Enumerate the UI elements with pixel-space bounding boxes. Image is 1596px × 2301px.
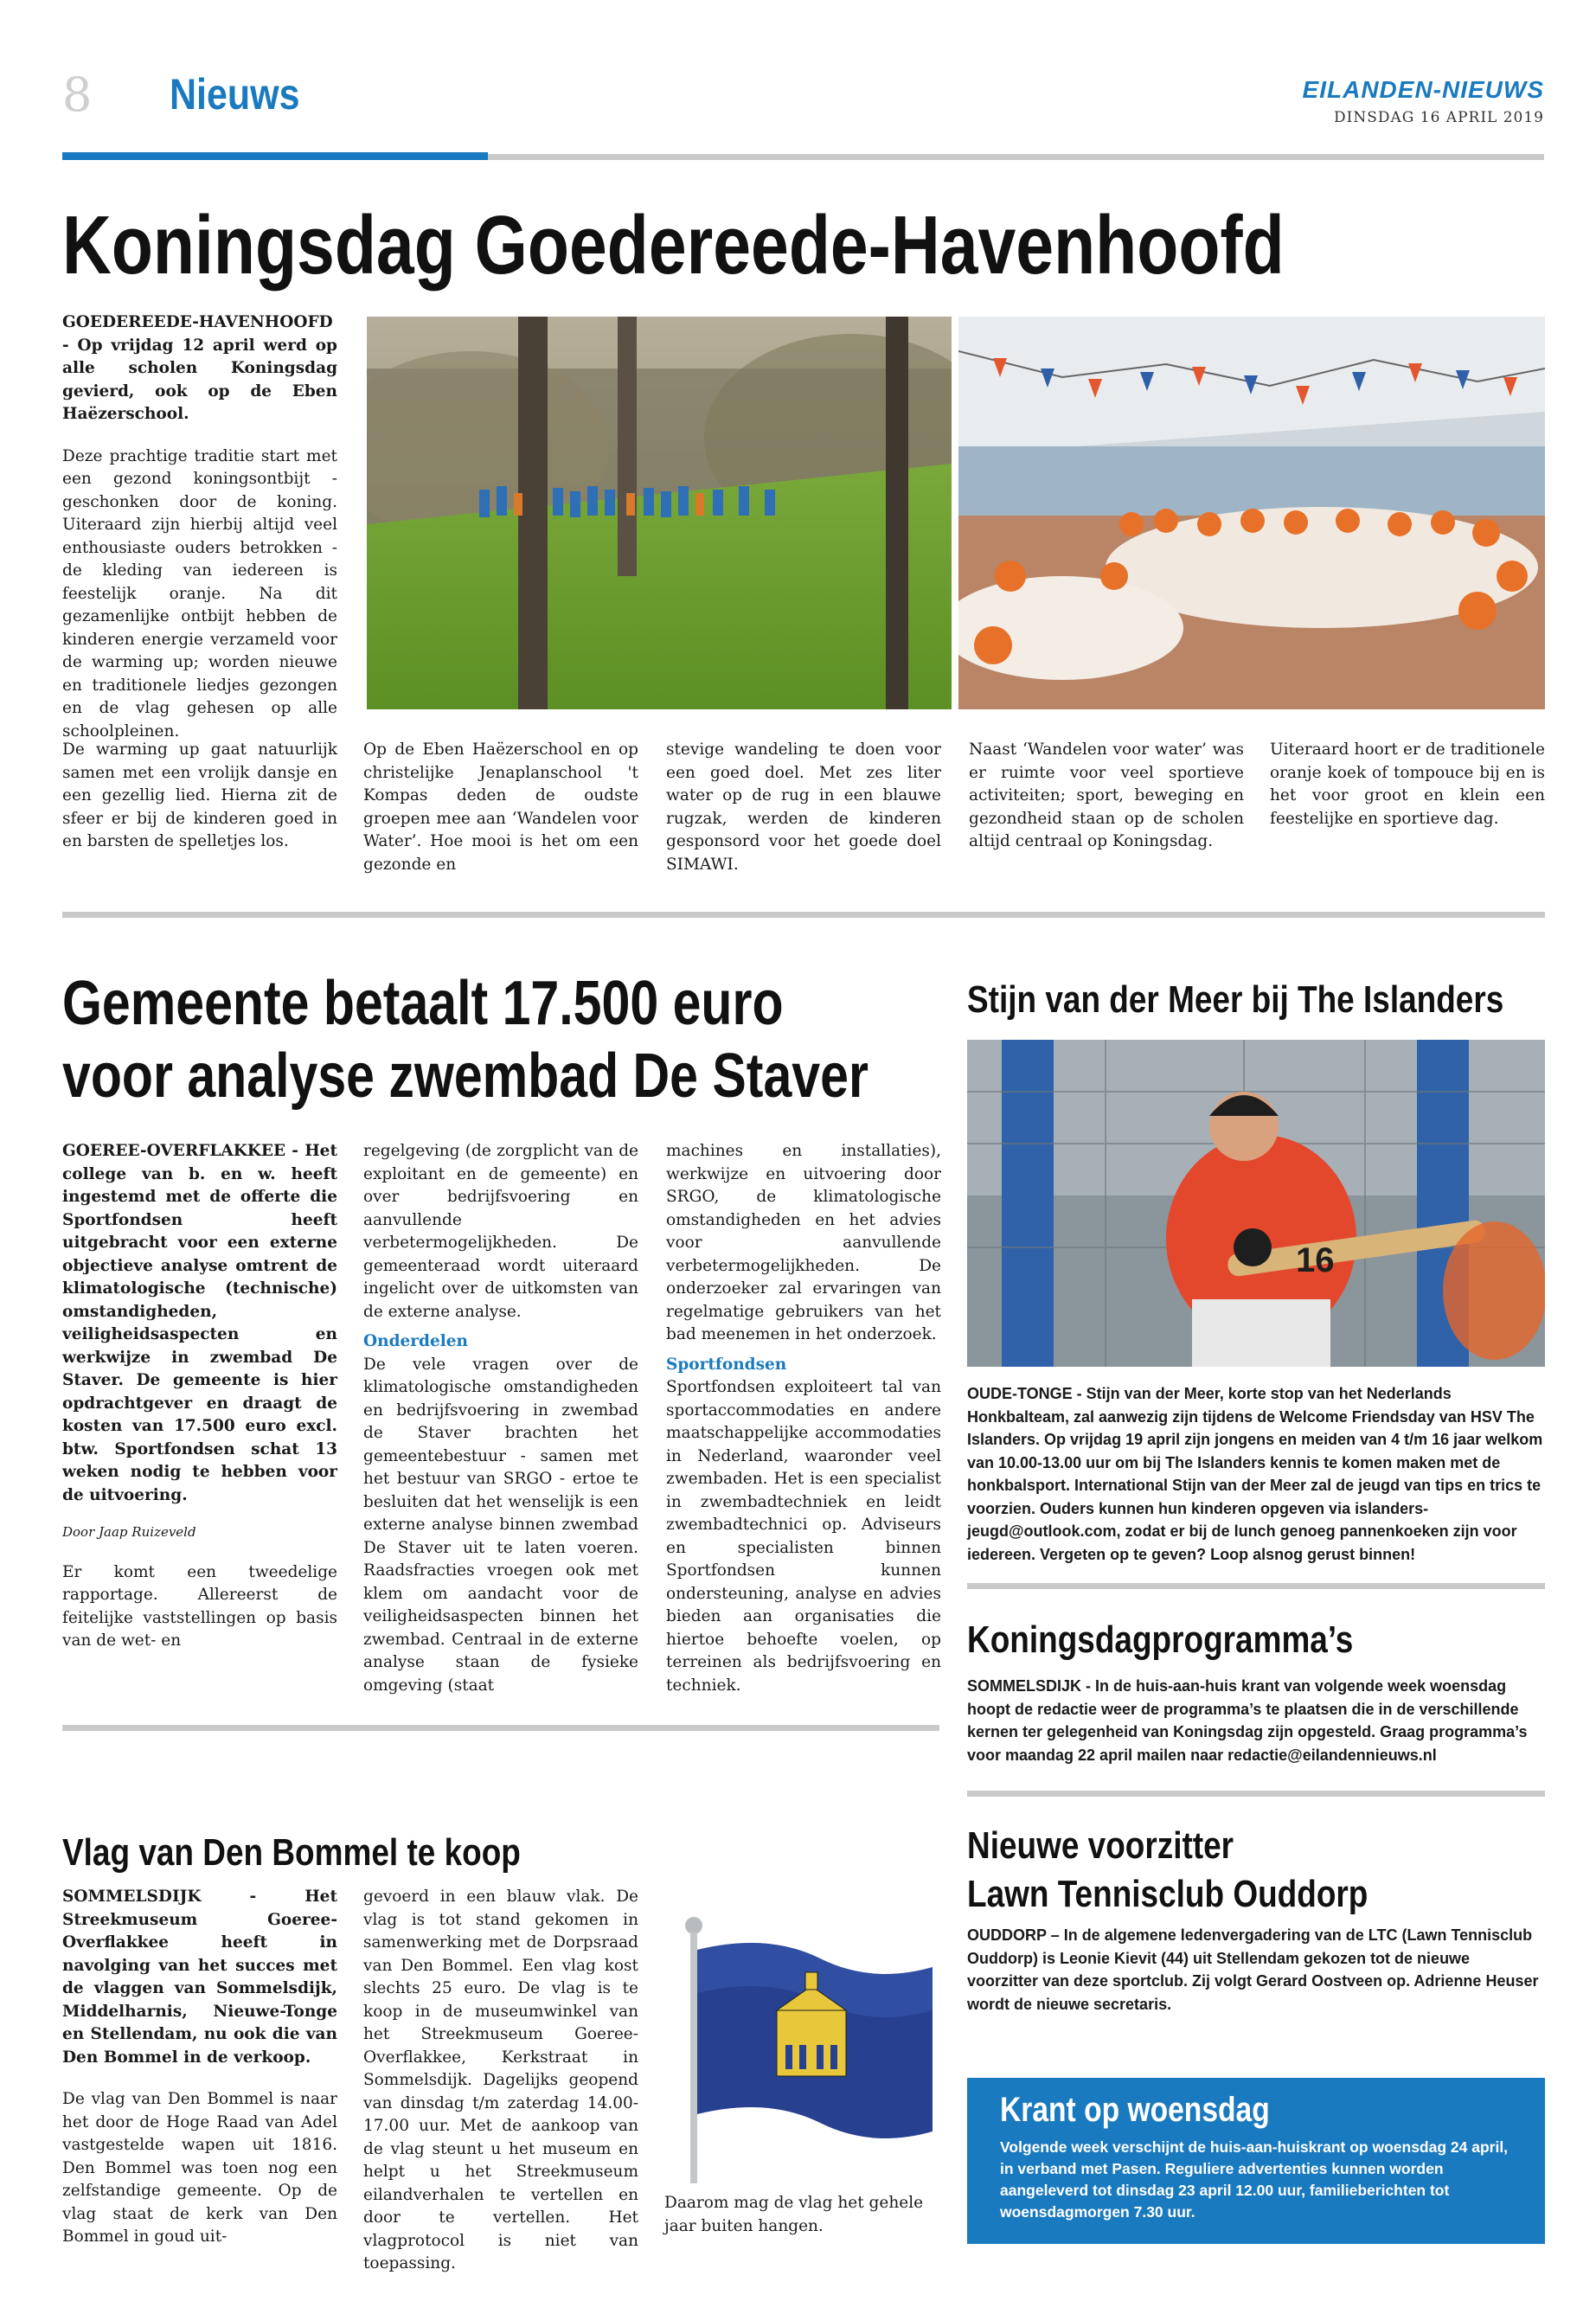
masthead-logo: EILANDEN-NIEUWS: [1302, 76, 1544, 103]
vlag-paragraph: De vlag van Den Bommel is naar het door de Hoge Raad van Adel vastgestelde wapen uit 1816. Den Bommel was toen nog een zelfstandige gemeente. Op de vlag staat de kerk van Den Bommel in goud uit-: [62, 2090, 337, 2246]
zwembad-headline-line-2: voor analyse zwembad De Staver: [62, 1042, 869, 1111]
tennis-headline-line-2: Lawn Tennisclub Ouddorp: [967, 1873, 1368, 1915]
notice-box: [967, 2078, 1545, 2244]
notice-title: Krant op woensdag: [1000, 2091, 1270, 2129]
photo-baseball-player: [967, 1040, 1545, 1367]
zwembad-headline-line-1: Gemeente betaalt 17.500 euro: [62, 969, 784, 1038]
islanders-headline: Stijn van der Meer bij The Islanders: [967, 978, 1504, 1021]
zwembad-column-2: [363, 1140, 638, 1697]
zwembad-column-2-text: regelgeving (de zorgplicht van de exploitant en de gemeente) en over bedrijfsvoering en aanvullende verbetermogelijkheden. De gemeenteraad wordt uiteraard ingelicht over de uitkomsten van de externe analyse.: [363, 1142, 638, 1321]
issue-date: DINSDAG 16 APRIL 2019: [1334, 109, 1544, 126]
koningsdag-column-1: De warming up gaat natuurlijk samen met een vrolijk dansje en een gezellig lied. Hierna zit de sfeer er bij de kinderen goed in en barsten de spelletjes los.: [62, 740, 337, 850]
photo-koningsontbijt: [958, 317, 1545, 709]
photo-vlag-den-bommel: [664, 1915, 941, 2183]
zwembad-column-2-text-b: De vele vragen over de klimatologische omstandigheden en bedrijfsvoering in zwembad de Staver brachten het gemeentebestuur - samen met het bestuur van SRGO - ertoe te besluiten dat het wenselijk is een externe analyse binnen zwembad De Staver uit te laten voeren. Raadsfracties vroegen ook met klem om aandacht voor de veiligheidsaspecten binnen het zwembad. Centraal in de externe analyse staan de fysieke omgeving (staat: [363, 1355, 638, 1695]
zwembad-column-3: [666, 1140, 941, 1697]
vlag-column-2: gevoerd in een blauw vlak. De vlag is tot stand gekomen in samenwerking met de Dorpsraad van Den Bommel. Een vlag kost slechts 25 euro. De vlag is te koop in de museumwinkel van het Streekmuseum Goeree-Overflakkee, Kerkstraat in Sommelsdijk. Dagelijks geopend van dinsdag t/m zaterdag 14.00-17.00 uur. Met de aankoop van de vlag steunt u het museum en helpt u het Streekmuseum eilandverhalen te vertellen en door te vertellen. Het vlagprotocol is niet van toepassing.: [363, 1888, 638, 2272]
section-separator: [62, 1725, 939, 1731]
islanders-text: OUDE-TONGE - Stijn van der Meer, korte stop van het Nederlands Honkbalteam, zal aanwezig zijn tijdens de Welcome Friendsday van HSV The Islanders. Op vrijdag 19 april zijn jongens en meiden van 4 t/m 16 jaar welkom van 10.00-13.00 uur om bij The Islanders kennis te komen maken met de honkbalsport. International Stijn van der Meer zal de jeugd van tips en trics te voorzien. Ouders kunnen hun kinderen opgeven via islanders-jeugd@outlook.com, zodat er bij de lunch genoeg pannenkoeken zijn voor iedereen. Vergeten op te geven? Loop alsnog gerust binnen!: [967, 1385, 1543, 1563]
section-separator: [967, 1791, 1545, 1797]
header-rule: [488, 154, 1544, 160]
page-number: 8: [62, 67, 93, 122]
vlag-column-1: [62, 1886, 337, 2249]
zwembad-byline: Door Jaap Ruizeveld: [62, 1524, 196, 1540]
koningsdag-intro: [62, 311, 337, 762]
programma-text: SOMMELSDIJK - In de huis-aan-huis krant van volgende week woensdag hoopt de redactie weer de programma’s te plaatsen die in de verschillende kernen ter gelegenheid van Koningsdag zijn opgesteld. Graag programma’s voor maandag 22 april mailen naar redactie@eilandennieuws.nl: [967, 1677, 1528, 1764]
zwembad-column-3-text: machines en installaties), werkwijze en uitvoering door SRGO, de klimatologische omstandigheden en het advies voor aanvullende verbetermogelijkheden. De onderzoeker zal ervaringen van regelmatige gebruikers van het bad meenemen in het onderzoek.: [666, 1142, 941, 1343]
zwembad-subhead-sportfondsen: Sportfondsen: [666, 1355, 787, 1374]
zwembad-column-3-text-b: Sportfondsen exploiteert tal van sportaccommodaties en andere maatschappelijke accommodaties in Nederland, waaronder veel zwembaden. Het is een specialist in zwembadtechniek en leidt zwembadtechnici op. Adviseurs en specialisten binnen Sportfondsen kunnen ondersteuning, analyse en advies bieden aan organisaties die hiertoe behoefte voelen, op terreinen als bedrijfsvoering en techniek.: [666, 1378, 941, 1695]
programma-headline: Koningsdagprogramma’s: [967, 1618, 1354, 1661]
zwembad-lead: GOEREE-OVERFLAKKEE - Het college van b. en w. heeft ingestemd met de offerte die Sportfondsen heeft uitgebracht voor een externe objectieve analyse omtrent de klimatologische (technische) omstandigheden, veiligheidsaspecten en werkwijze in zwembad De Staver. De gemeente is hier opdrachtgever en draagt de kosten van 17.500 euro excl. btw. Sportfondsen schat 13 weken nodig te hebben voor de uitvoering.: [62, 1142, 337, 1504]
tennis-headline-line-1: Nieuwe voorzitter: [967, 1824, 1234, 1867]
notice-text: Volgende week verschijnt de huis-aan-huiskrant op woensdag 24 april, in verband met Pasen. Reguliere advertenties kunnen worden aangeleverd tot dinsdag 23 april 12.00 uur, familieberichten tot woensdagmorgen 7.30 uur.: [1000, 2138, 1509, 2221]
jersey-number: 16: [1296, 1241, 1335, 1279]
section-separator: [967, 1583, 1545, 1589]
zwembad-subhead-onderdelen: Onderdelen: [363, 1332, 468, 1350]
section-title: Nieuws: [170, 70, 300, 119]
koningsdag-column-2: Op de Eben Haëzerschool en op christelijke Jenaplanschool 't Kompas deden de oudste groepen mee aan ‘Wandelen voor Water’. Hoe mooi is het om een gezonde en: [363, 740, 638, 874]
section-separator: [62, 912, 1545, 918]
koningsdag-paragraph: Deze prachtige traditie start met een gezond koningsontbijt - geschonken door de koning. Uiteraard zijn hierbij altijd veel enthousiaste ouders betrokken - de kleding van iedereen is feestelijk oranje. Na dit gezamenlijke ontbijt hebben de kinderen energie verzameld voor de warming up; worden nieuwe en traditionele liedjes gezongen en de vlag gehesen op alle schoolpleinen.: [62, 446, 337, 740]
vlag-caption: Daarom mag de vlag het gehele jaar buiten hangen.: [664, 2194, 924, 2235]
header-rule-accent: [62, 152, 488, 160]
zwembad-paragraph: Er komt een tweedelige rapportage. Allereerst de feitelijke vaststellingen op basis van de wet- en: [62, 1562, 337, 1650]
photo-walking-children: [367, 317, 952, 709]
vlag-lead: SOMMELSDIJK - Het Streekmuseum Goeree-Overflakkee heeft in navolging van het succes met de vlaggen van Sommelsdijk, Middelharnis, Nieuwe-Tonge en Stellendam, nu ook die van Den Bommel in de verkoop.: [62, 1888, 337, 2067]
koningsdag-headline: Koningsdag Goedereede-Havenhoofd: [62, 199, 1285, 292]
vlag-headline: Vlag van Den Bommel te koop: [62, 1831, 521, 1874]
zwembad-column-1: [62, 1140, 337, 1653]
koningsdag-column-4: Naast ‘Wandelen voor water’ was er ruimte voor veel sportieve activiteiten; sport, beweging en gezondheid staan op de scholen altijd centraal op Koningsdag.: [969, 740, 1244, 850]
koningsdag-lead: GOEDEREEDE-HAVENHOOFD - Op vrijdag 12 april werd op alle scholen Koningsdag gevierd, ook op de Eben Haëzerschool.: [62, 313, 337, 423]
koningsdag-column-3: stevige wandeling te doen voor een goed doel. Met zes liter water op de rug in een blauwe rugzak, werden de kinderen gesponsord voor het goede doel SIMAWI.: [666, 740, 941, 874]
koningsdag-column-5: Uiteraard hoort er de traditionele oranje koek of tompouce bij en is het voor groot en klein een feestelijke en sportieve dag.: [1270, 740, 1545, 828]
tennis-text: OUDDORP – In de algemene ledenvergadering van de LTC (Lawn Tennisclub Ouddorp) is Leonie Kievit (44) uit Stellendam gekozen tot de nieuwe voorzitter van deze sportclub. Zij volgt Gerard Oostveen op. Adrienne Heuser wordt de nieuwe secretaris.: [967, 1926, 1539, 2013]
